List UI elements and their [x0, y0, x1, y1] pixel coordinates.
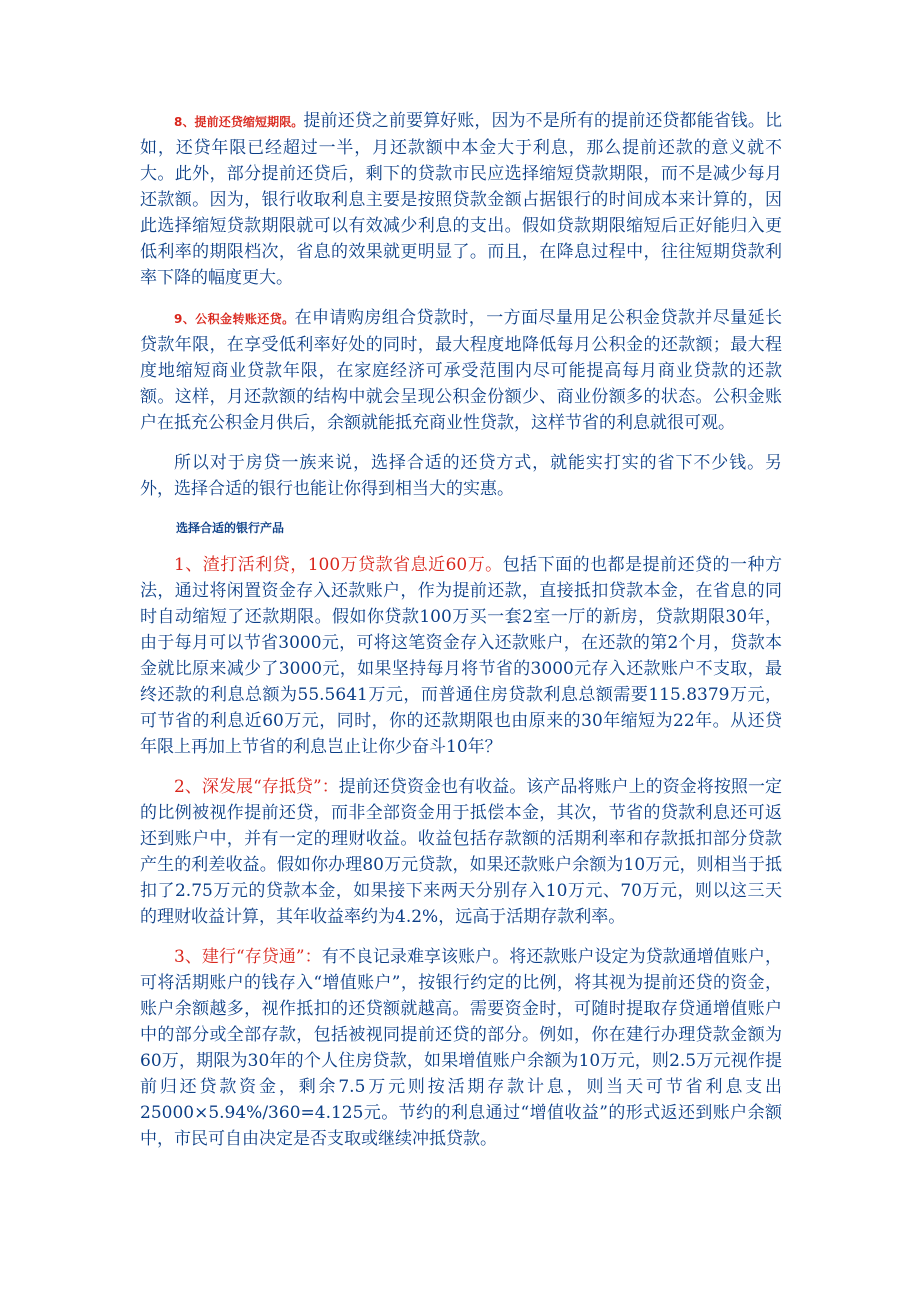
- paragraph-prepay-shorten: [140, 108, 782, 291]
- paragraph-product-1: [140, 552, 782, 760]
- section-9-heading: 9、公积金转账还贷。: [174, 312, 295, 326]
- paragraph-fund-transfer: [140, 305, 782, 436]
- product-1-body: 包括下面的也都是提前还贷的一种方法，通过将闲置资金存入还款账户，作为提前还款，直接抵扣贷款本金，在省息的同时自动缩短了还款期限。假如你贷款100万买一套2室一厅的新房，贷款期限30年，由于每月可以节省3000元，可将这笔资金存入还款账户，在还款的第2个月，贷款本金就比原来减少了3000元，如果坚持每月将节省的3000元存入还款账户不支取，最终还款的利息总额为55.5641万元，而普通住房贷款利息总额需要115.8379万元，可节省的利息近60万元，同时，你的还款期限也由原来的30年缩短为22年。从还贷年限上再加上节省的利息岂止让你少奋斗10年？: [140, 555, 783, 757]
- paragraph-summary: 所以对于房贷一族来说，选择合适的还贷方式，就能实打实的省下不少钱。另外，选择合适的银行也能让你得到相当大的实惠。: [140, 453, 782, 499]
- document-body: [140, 108, 782, 1152]
- paragraph-product-2: [140, 774, 782, 930]
- product-3-body: 有不良记录难享该账户。将还款账户设定为贷款通增值账户，可将活期账户的钱存入“增值账户”，按银行约定的比例，将其视为提前还贷的资金，账户余额越多，视作抵扣的还贷额就越高。需要资金时，可随时提取存贷通增值账户中的部分或全部存款，包括被视同提前还贷的部分。例如，你在建行办理贷款金额为60万，期限为30年的个人住房贷款，如果增值账户余额为10万元，则2.5万元视作提前归还贷款资金，剩余7.5万元则按活期存款计息，则当天可节省利息支出25000×5.94%/360=4.125元。节约的利息通过“增值收益”的形式返还到账户余额中，市民可自由决定是否支取或继续冲抵贷款。: [140, 947, 782, 1149]
- product-3-heading: 3、建行“存贷通”：: [174, 947, 322, 967]
- section-9-body: 在申请购房组合贷款时，一方面尽量用足公积金贷款并尽量延长贷款年限，在享受低利率好处的同时，最大程度地降低每月公积金的还款额；最大程度地缩短商业贷款年限，在家庭经济可承受范围内尽可能提高每月商业贷款的还款额。这样，月还款额的结构中就会呈现公积金份额少、商业份额多的状态。公积金账户在抵充公积金月供后，余额就能抵充商业性贷款，这样节省的利息就很可观。: [140, 308, 782, 433]
- sub-heading-bank-products: 选择合适的银行产品: [176, 521, 285, 535]
- product-2-heading: 2、深发展“存抵贷”：: [174, 777, 339, 797]
- product-1-heading: 1、渣打活利贷，100万贷款省息近60万。: [174, 555, 503, 575]
- section-8-heading: 8、提前还贷缩短期限。: [174, 115, 304, 129]
- paragraph-product-3: [140, 944, 782, 1152]
- section-8-body: 提前还贷之前要算好账，因为不是所有的提前还贷都能省钱。比如，还贷年限已经超过一半，月还款额中本金大于利息，那么提前还款的意义就不大。此外，部分提前还贷后，剩下的贷款市民应选择缩短贷款期限，而不是减少每月还款额。因为，银行收取利息主要是按照贷款金额占据银行的时间成本来计算的，因此选择缩短贷款期限就可以有效减少利息的支出。假如贷款期限缩短后正好能归入更低利率的期限档次，省息的效果就更明显了。而且，在降息过程中，往往短期贷款利率下降的幅度更大。: [140, 111, 782, 288]
- product-2-body: 提前还贷资金也有收益。该产品将账户上的资金将按照一定的比例被视作提前还贷，而非全部资金用于抵偿本金，其次，节省的贷款利息还可返还到账户中，并有一定的理财收益。收益包括存款额的活期利率和存款抵扣部分贷款产生的利差收益。假如你办理80万元贷款，如果还款账户余额为10万元，则相当于抵扣了2.75万元的贷款本金，如果接下来两天分别存入10万元、70万元，则以这三天的理财收益计算，其年收益率约为4.2%，远高于活期存款利率。: [140, 777, 782, 927]
